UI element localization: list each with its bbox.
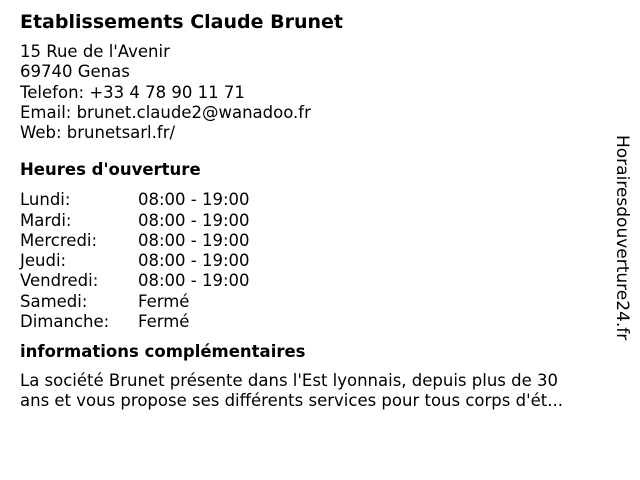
day-label: Mardi: [20, 210, 72, 230]
hours-value: 08:00 - 19:00 [138, 271, 250, 291]
web-line[interactable]: Web: brunetsarl.fr/ [20, 123, 176, 143]
business-card [20, 10, 600, 412]
info-heading: informations complémentaires [20, 341, 306, 361]
site-watermark: Horairesdouverture24.fr [612, 135, 632, 341]
hours-row-saturday [20, 292, 600, 312]
day-label: Dimanche: [20, 311, 110, 331]
hours-value: 08:00 - 19:00 [138, 190, 250, 210]
day-label: Lundi: [20, 190, 71, 210]
hours-value: 08:00 - 19:00 [138, 230, 250, 250]
hours-heading: Heures d'ouverture [20, 160, 201, 180]
hours-value: Fermé [138, 291, 190, 311]
hours-row-wednesday [20, 231, 600, 251]
hours-row-sunday [20, 312, 600, 332]
address-street: 15 Rue de l'Avenir [20, 42, 170, 61]
business-name: Etablissements Claude Brunet [20, 11, 344, 33]
phone-line[interactable]: Telefon: +33 4 78 90 11 71 [20, 82, 245, 102]
day-label: Jeudi: [20, 251, 67, 271]
hours-value: 08:00 - 19:00 [138, 251, 250, 271]
hours-row-thursday [20, 251, 600, 271]
email-line[interactable]: Email: brunet.claude2@wanadoo.fr [20, 102, 311, 122]
day-label: Samedi: [20, 291, 88, 311]
hours-row-monday [20, 190, 600, 210]
hours-row-tuesday [20, 211, 600, 231]
hours-value: Fermé [138, 311, 190, 331]
info-description: La société Brunet présente dans l'Est lyonnais, depuis plus de 30 ans et vous propose ses différents services pour tous corps d'ét... [20, 370, 563, 411]
day-label: Vendredi: [20, 271, 99, 291]
address-city: 69740 Genas [20, 62, 130, 82]
hours-table [20, 190, 600, 331]
hours-row-friday [20, 271, 600, 291]
hours-value: 08:00 - 19:00 [138, 210, 250, 230]
day-label: Mercredi: [20, 230, 98, 250]
